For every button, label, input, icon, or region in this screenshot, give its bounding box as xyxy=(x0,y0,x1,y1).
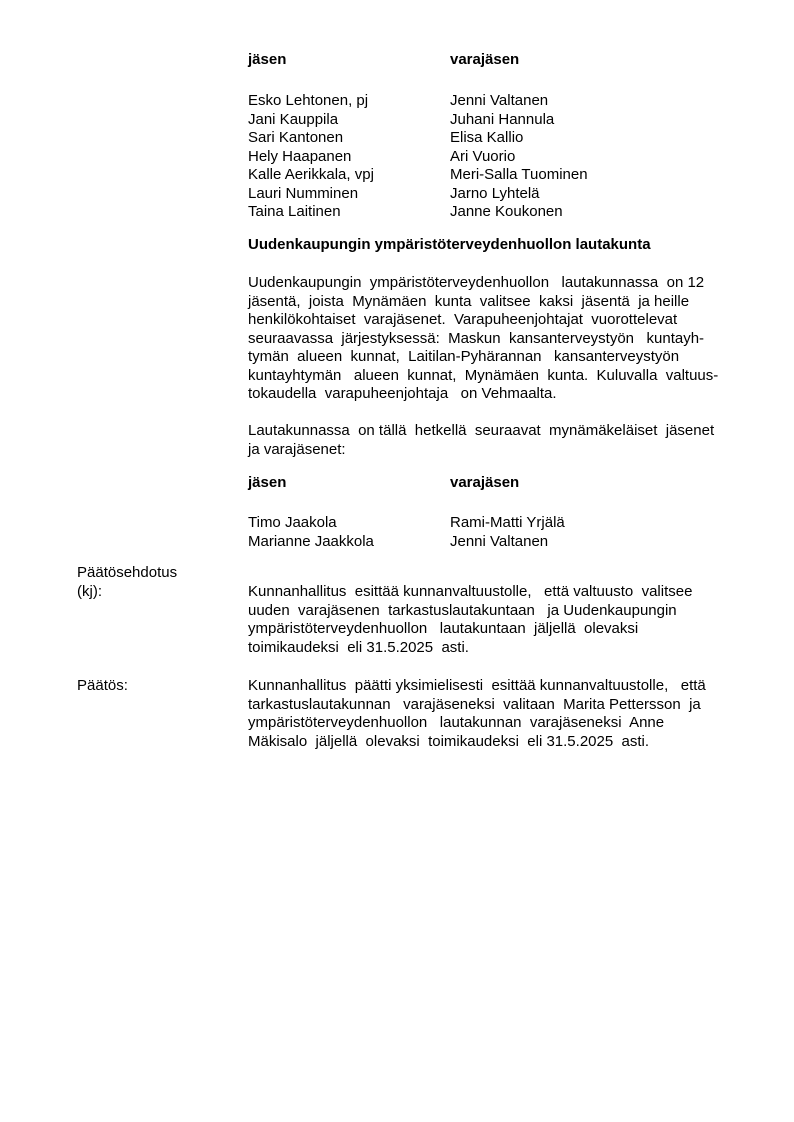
deputy-name: Elisa Kallio xyxy=(450,129,524,146)
decision-proposal-label-line1: Päätösehdotus xyxy=(77,564,178,581)
member-name: Sari Kantonen xyxy=(248,129,344,146)
paragraph-line: Mäkisalo jäljellä olevaksi toimikaudeksi eli 31.5.2025 asti. xyxy=(248,732,650,750)
roster-row xyxy=(248,514,565,533)
paragraph-line: Kunnanhallitus päätti yksimielisesti esittää kunnanvaltuustolle, että xyxy=(248,677,706,694)
paragraph-line: ympäristöterveydenhuollon lautakuntaan jäljellä olevaksi xyxy=(248,620,639,637)
decision-proposal-text xyxy=(248,583,692,657)
roster2-header xyxy=(248,474,519,493)
member-name: Esko Lehtonen, pj xyxy=(248,92,369,109)
roster1-member-column-header: jäsen xyxy=(248,51,287,68)
section-heading: Uudenkaupungin ympäristöterveydenhuollon lautakunta xyxy=(248,236,651,253)
paragraph-line: Lautakunnassa on tällä hetkellä seuraavat mynämäkeläiset jäsenet xyxy=(248,422,715,439)
roster1-rows xyxy=(248,92,588,222)
paragraph-line: tymän alueen kunnat, Laitilan-Pyhärannan kansanterveystyön xyxy=(248,348,680,365)
roster2-member-column-header: jäsen xyxy=(248,474,287,491)
paragraph-line: kuntayhtymän alueen kunnat, Mynämäen kunta. Kuluvalla valtuus- xyxy=(248,366,719,384)
deputy-name: Meri-Salla Tuominen xyxy=(450,166,588,183)
deputy-name: Jenni Valtanen xyxy=(450,532,549,550)
paragraph-line: seuraavassa järjestyksessä: Maskun kansanterveystyön kuntayh- xyxy=(248,329,705,347)
roster-row xyxy=(248,111,588,130)
current-members-paragraph xyxy=(248,422,714,459)
member-name: Jani Kauppila xyxy=(248,110,339,128)
paragraph-line: toimikaudeksi eli 31.5.2025 asti. xyxy=(248,638,469,656)
member-name: Kalle Aerikkala, vpj xyxy=(248,166,374,183)
roster-row xyxy=(248,92,588,111)
paragraph-line: henkilökohtaiset varajäsenet. Varapuheenjohtajat vuorottelevat xyxy=(248,311,678,328)
paragraph-line: uuden varajäsenen tarkastuslautakuntaan ja Uudenkaupungin xyxy=(248,601,677,619)
deputy-name: Juhani Hannula xyxy=(450,110,555,128)
deputy-name: Rami-Matti Yrjälä xyxy=(450,514,565,531)
deputy-name: Jarno Lyhtelä xyxy=(450,184,540,202)
roster1-header xyxy=(248,51,519,70)
decision-text xyxy=(248,677,706,751)
roster-row xyxy=(248,148,588,167)
paragraph-line: tarkastuslautakunnan varajäseneksi valitaan Marita Pettersson ja xyxy=(248,695,701,713)
roster-row xyxy=(248,166,588,185)
deputy-name: Ari Vuorio xyxy=(450,147,516,165)
roster1-deputy-column-header: varajäsen xyxy=(450,51,520,68)
paragraph-line: ja varajäsenet: xyxy=(248,440,346,458)
roster-row xyxy=(248,129,588,148)
roster2-deputy-column-header: varajäsen xyxy=(450,474,520,491)
paragraph-line: tokaudella varapuheenjohtaja on Vehmaalta. xyxy=(248,385,557,402)
member-name: Timo Jaakola xyxy=(248,514,337,531)
paragraph-line: Kunnanhallitus esittää kunnanvaltuustolle, että valtuusto valitsee xyxy=(248,583,693,600)
committee-info-paragraph xyxy=(248,274,718,404)
member-name: Hely Haapanen xyxy=(248,147,352,165)
member-name: Marianne Jaakkola xyxy=(248,532,374,550)
roster-row xyxy=(248,203,588,222)
decision-label: Päätös: xyxy=(77,677,128,694)
paragraph-line: ympäristöterveydenhuollon lautakunnan varajäseneksi Anne xyxy=(248,714,665,731)
deputy-name: Jenni Valtanen xyxy=(450,92,549,109)
roster-row xyxy=(248,185,588,204)
deputy-name: Janne Koukonen xyxy=(450,203,563,220)
roster-row xyxy=(248,533,565,552)
roster2-rows xyxy=(248,514,565,551)
paragraph-line: jäsentä, joista Mynämäen kunta valitsee kaksi jäsentä ja heille xyxy=(248,292,690,310)
member-name: Taina Laitinen xyxy=(248,203,341,220)
paragraph-line: Uudenkaupungin ympäristöterveydenhuollon lautakunnassa on 12 xyxy=(248,274,705,291)
decision-proposal-label-line2: (kj): xyxy=(77,582,102,600)
decision-proposal-label xyxy=(77,564,177,601)
member-name: Lauri Numminen xyxy=(248,184,359,202)
